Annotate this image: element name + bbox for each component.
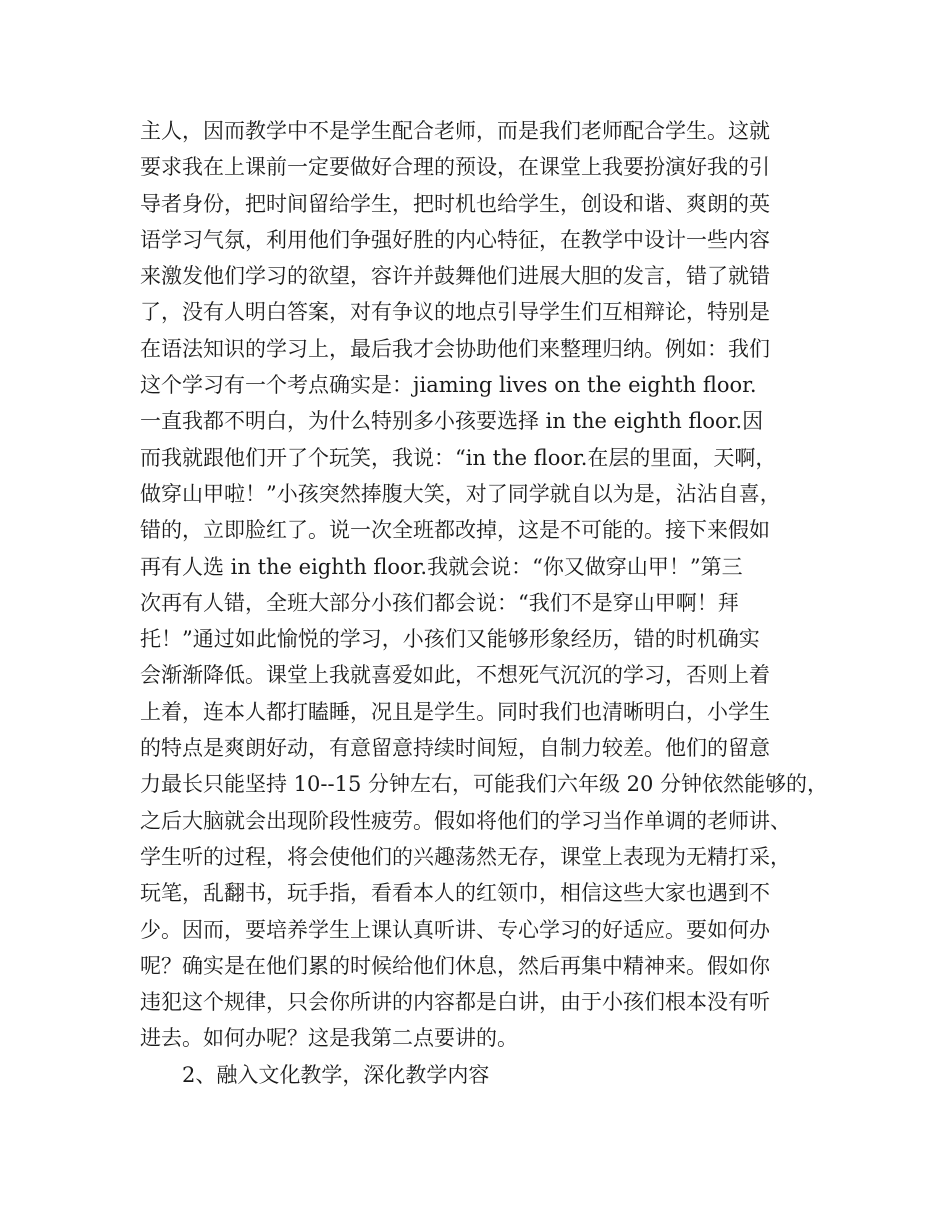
paragraph-line: 少。因而，要培养学生上课认真听讲、专心学习的好适应。要如何办	[140, 917, 770, 942]
paragraph-line: 力最长只能坚持 10--15 分钟左右，可能我们六年级 20 分钟依然能够的，	[140, 772, 829, 797]
paragraph-line: 做穿山甲啦！”小孩突然捧腹大笑，对了同学就自以为是，沾沾自喜，	[140, 481, 781, 506]
paragraph-line: 次再有人错，全班大部分小孩们都会说：“我们不是穿山甲啊！拜	[140, 590, 739, 615]
paragraph-line: 这个学习有一个考点确实是：jiaming lives on the eighth floor.	[140, 373, 757, 398]
paragraph-line: 托！”通过如此愉悦的学习，小孩们又能够形象经历，错的时机确实	[140, 627, 760, 652]
paragraph-line: 来激发他们学习的欲望，容许并鼓舞他们进展大胆的发言，错了就错	[140, 264, 770, 289]
paragraph-line: 再有人选 in the eighth floor.我就会说：“你又做穿山甲！”第三	[140, 554, 743, 579]
paragraph-line: 导者身份，把时间留给学生，把时机也给学生，创设和谐、爽朗的英	[140, 191, 770, 216]
paragraph-line: 之后大脑就会出现阶段性疲劳。假如将他们的学习当作单调的老师讲、	[140, 808, 791, 833]
paragraph-line: 错的，立即脸红了。说一次全班都改掉，这是不可能的。接下来假如	[140, 518, 770, 543]
paragraph-line: 进去。如何办呢？这是我第二点要讲的。	[140, 1026, 518, 1051]
paragraph-line: 上着，连本人都打瞌睡，况且是学生。同时我们也清晰明白，小学生	[140, 699, 770, 724]
document-body	[140, 113, 830, 1093]
paragraph-line: 学生听的过程，将会使他们的兴趣荡然无存，课堂上表现为无精打采，	[140, 844, 791, 869]
paragraph-line: 违犯这个规律，只会你所讲的内容都是白讲，由于小孩们根本没有听	[140, 990, 770, 1015]
paragraph-line: 会渐渐降低。课堂上我就喜爱如此，不想死气沉沉的学习，否则上着	[140, 663, 770, 688]
paragraph-line: 在语法知识的学习上，最后我才会协助他们来整理归纳。例如：我们	[140, 336, 770, 361]
paragraph-line: 语学习气氛，利用他们争强好胜的内心特征，在教学中设计一些内容	[140, 227, 770, 252]
paragraph-line: 主人，因而教学中不是学生配合老师，而是我们老师配合学生。这就	[140, 119, 770, 143]
paragraph-line: 一直我都不明白，为什么特别多小孩要选择 in the eighth floor.因	[140, 409, 764, 434]
paragraph-line: 的特点是爽朗好动，有意留意持续时间短，自制力较差。他们的留意	[140, 736, 770, 761]
paragraph-line: 了，没有人明白答案，对有争议的地点引导学生们互相辩论，特别是	[140, 300, 770, 325]
paragraph-line: 玩笔，乱翻书，玩手指，看看本人的红领巾，相信这些大家也遇到不	[140, 881, 770, 906]
section-heading: 2、融入文化教学，深化教学内容	[182, 1062, 490, 1087]
paragraph-line: 而我就跟他们开了个玩笑，我说：“in the floor.在层的里面，天啊，	[140, 445, 777, 470]
paragraph-line: 要求我在上课前一定要做好合理的预设，在课堂上我要扮演好我的引	[140, 155, 770, 180]
paragraph-line: 呢？确实是在他们累的时候给他们休息，然后再集中精神来。假如你	[140, 953, 770, 978]
